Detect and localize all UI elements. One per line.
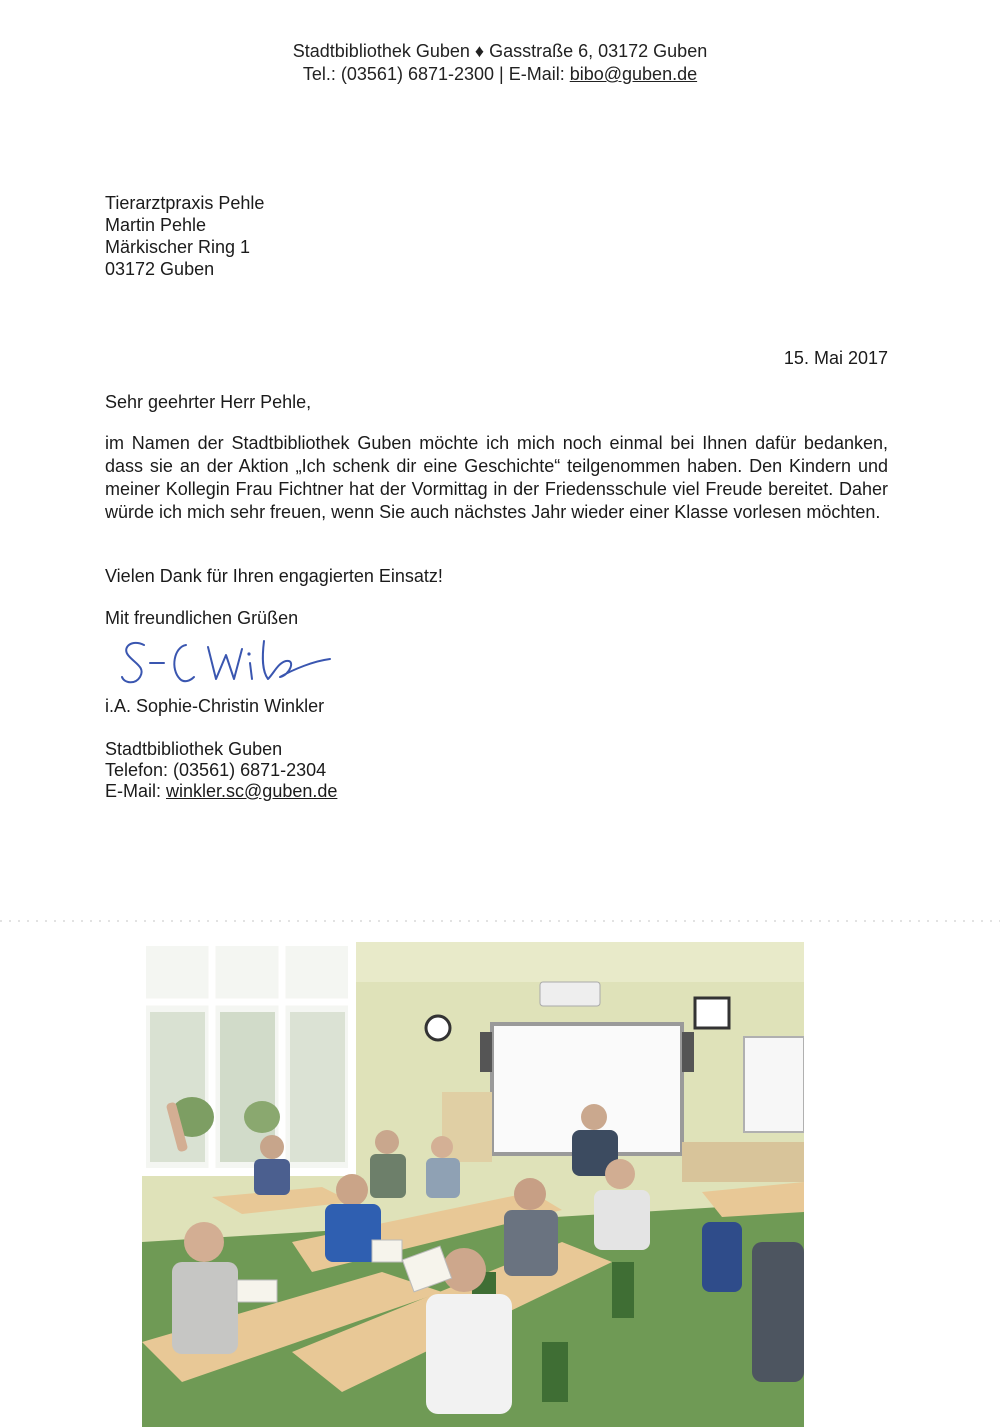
sender-contact (105, 739, 337, 802)
classroom-photo (142, 942, 804, 1427)
letterhead (200, 40, 800, 86)
closing-line: Mit freundlichen Grüßen (105, 608, 299, 628)
letterhead-address: Stadtbibliothek Guben ♦ Gasstraße 6, 03172 Guben (292, 41, 708, 61)
recipient-company: Tierarztpraxis Pehle (105, 193, 265, 213)
handwritten-signature (118, 633, 348, 691)
signer-name: i.A. Sophie-Christin Winkler (105, 696, 325, 716)
recipient-city: 03172 Guben (105, 259, 215, 279)
thanks-line: Vielen Dank für Ihren engagierten Einsatz! (105, 566, 443, 586)
letter-date: 15. Mai 2017 (783, 348, 888, 368)
sender-email-link[interactable]: winkler.sc@guben.de (166, 781, 338, 801)
letterhead-contact (200, 63, 800, 86)
letterhead-phone: Tel.: (03561) 6871-2300 | E-Mail: (302, 64, 570, 84)
sender-organization: Stadtbibliothek Guben (105, 739, 283, 759)
recipient-street: Märkischer Ring 1 (105, 237, 251, 257)
sender-phone: Telefon: (03561) 6871-2304 (105, 760, 327, 780)
letterhead-email-link[interactable]: bibo@guben.de (569, 64, 698, 84)
letter-body: im Namen der Stadtbibliothek Guben möchte ich mich noch einmal bei Ihnen dafür bedanken, dass sie an der Aktion „Ich schenk dir eine Geschichte“ teilgenommen haben. Den Kindern und meiner Kollegin Frau Fichtner hat der Vormittag in der Friedensschule viel Freude bereitet. Daher würde ich mich sehr freuen, wenn Sie auch nächstes Jahr wieder einer Klasse vorlesen möchten. (105, 433, 888, 522)
salutation: Sehr geehrter Herr Pehle, (105, 392, 312, 412)
recipient-address (105, 192, 264, 280)
sender-email-line (105, 781, 337, 802)
sender-email-label: E-Mail: (105, 781, 167, 801)
scan-edge-dots (0, 910, 1000, 914)
recipient-name: Martin Pehle (105, 215, 207, 235)
